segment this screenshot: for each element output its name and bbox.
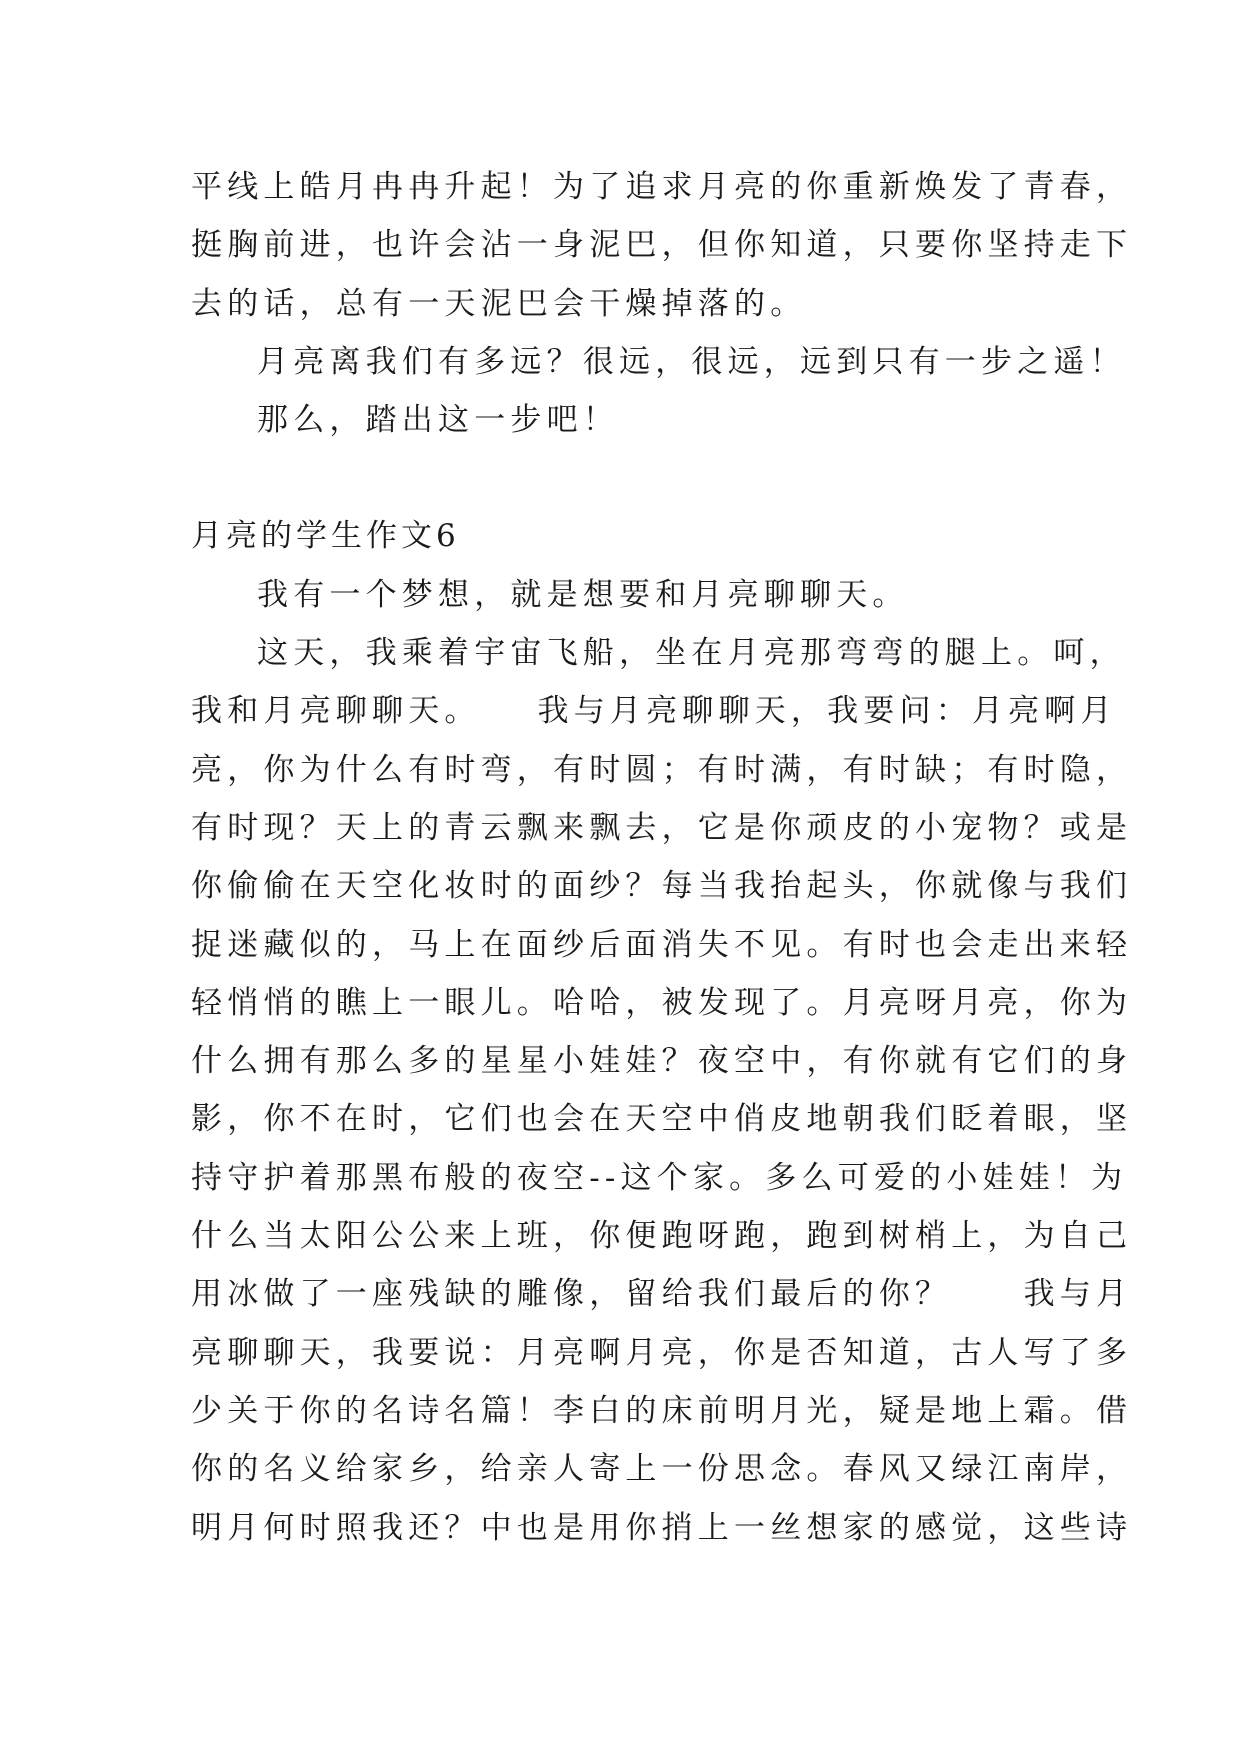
paragraph-line: 什么拥有那么多的星星小娃娃？夜空中，有你就有它们的身 xyxy=(191,1043,1133,1080)
paragraph-line: 明月何时照我还？中也是用你捎上一丝想家的感觉，这些诗 xyxy=(191,1509,1133,1546)
paragraph-line: 月亮离我们有多远？很远，很远，远到只有一步之遥！ xyxy=(257,343,1126,380)
section-title: 月亮的学生作文6 xyxy=(191,518,460,555)
document-body xyxy=(191,158,1133,1557)
paragraph-line: 什么当太阳公公来上班，你便跑呀跑，跑到树梢上，为自己 xyxy=(191,1218,1133,1255)
paragraph-line: 那么，踏出这一步吧！ xyxy=(257,402,619,439)
paragraph-line: 少关于你的名诗名篇！李白的床前明月光，疑是地上霜。借 xyxy=(191,1392,1133,1429)
paragraph-line: 持守护着那黑布般的夜空--这个家。多么可爱的小娃娃！为 xyxy=(191,1159,1128,1196)
paragraph-line: 我和月亮聊聊天。 我与月亮聊聊天，我要问：月亮啊月 xyxy=(191,693,1117,730)
paragraph-line: 轻悄悄的瞧上一眼儿。哈哈，被发现了。月亮呀月亮，你为 xyxy=(191,984,1133,1021)
paragraph-line: 有时现？天上的青云飘来飘去，它是你顽皮的小宠物？或是 xyxy=(191,809,1133,846)
paragraph-line: 你偷偷在天空化妆时的面纱？每当我抬起头，你就像与我们 xyxy=(191,868,1133,905)
paragraph-line: 我有一个梦想，就是想要和月亮聊聊天。 xyxy=(257,576,909,613)
paragraph-line: 这天，我乘着宇宙飞船，坐在月亮那弯弯的腿上。呵， xyxy=(257,635,1126,672)
paragraph-line: 捉迷藏似的，马上在面纱后面消失不见。有时也会走出来轻 xyxy=(191,926,1133,963)
section-gap xyxy=(191,449,1071,507)
paragraph-line: 影，你不在时，它们也会在天空中俏皮地朝我们眨着眼，坚 xyxy=(191,1101,1133,1138)
paragraph-line: 亮聊聊天，我要说：月亮啊月亮，你是否知道，古人写了多 xyxy=(191,1334,1133,1371)
paragraph-line: 平线上皓月冉冉升起！为了追求月亮的你重新焕发了青春， xyxy=(191,169,1133,205)
paragraph-line: 挺胸前进，也许会沾一身泥巴，但你知道，只要你坚持走下 xyxy=(191,227,1133,264)
paragraph-line: 亮，你为什么有时弯，有时圆；有时满，有时缺；有时隐， xyxy=(191,751,1133,788)
paragraph-line: 你的名义给家乡，给亲人寄上一份思念。春风又绿江南岸， xyxy=(191,1451,1133,1488)
paragraph-line: 用冰做了一座残缺的雕像，留给我们最后的你？ 我与月 xyxy=(191,1276,1133,1313)
paragraph-line: 去的话，总有一天泥巴会干燥掉落的。 xyxy=(191,285,807,322)
